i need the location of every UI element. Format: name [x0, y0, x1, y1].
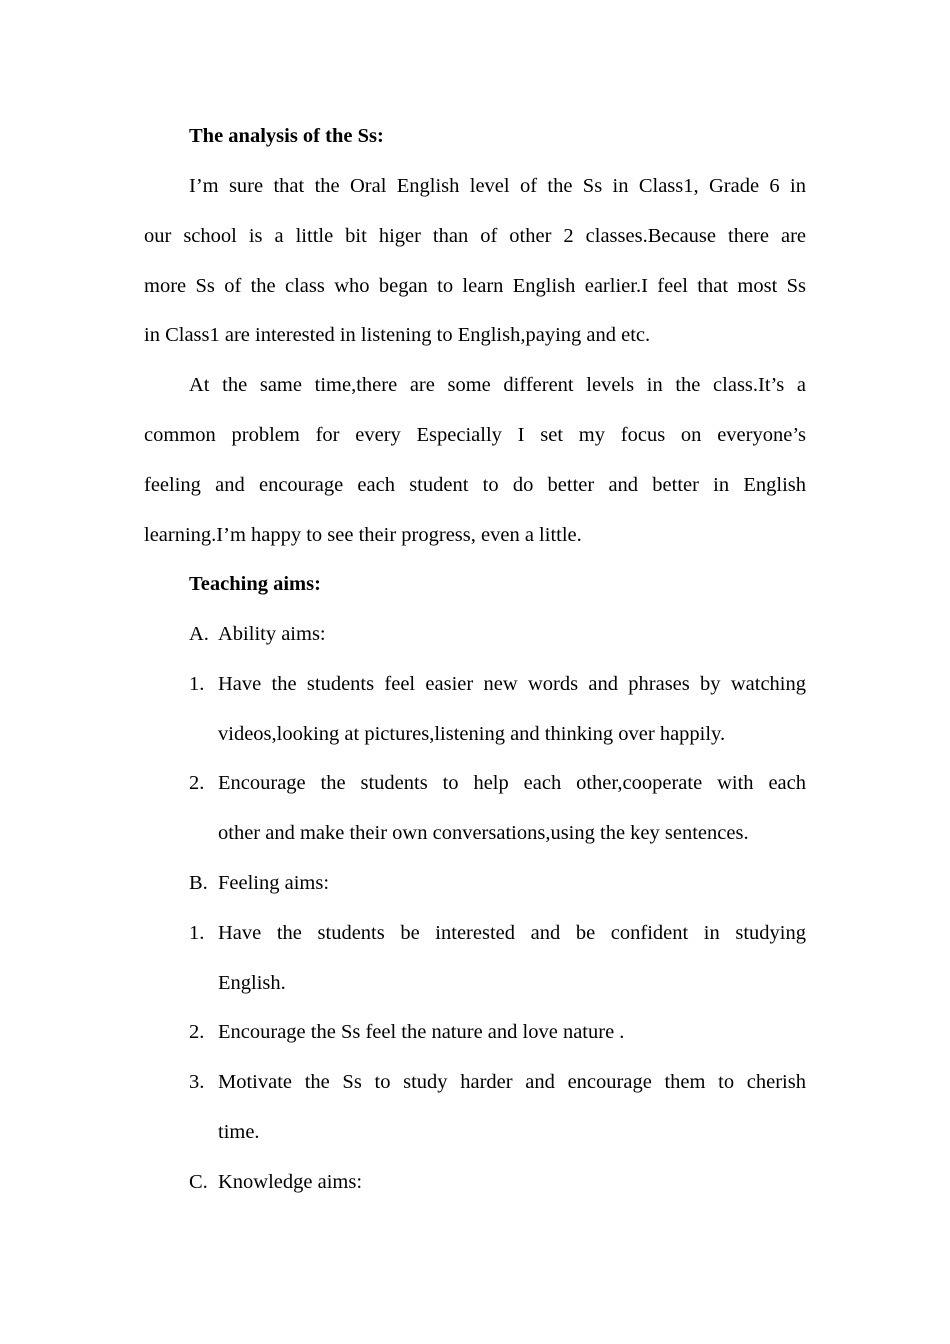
feeling-item-2-marker: 2. — [189, 1021, 205, 1043]
ability-aims-title: Ability aims: — [218, 623, 326, 645]
ability-item-2-marker: 2. — [189, 772, 205, 794]
ability-item-1-line-2: videos,looking at pictures,listening and thinking over happily. — [218, 723, 726, 745]
feeling-item-3-line-2: time. — [218, 1121, 260, 1143]
feeling-item-1-line-1: Have the students be interested and be confident in studying — [218, 922, 806, 944]
feeling-item-3-marker: 3. — [189, 1071, 205, 1093]
knowledge-aims-title: Knowledge aims: — [218, 1171, 363, 1193]
feeling-item-1-marker: 1. — [189, 922, 205, 944]
knowledge-aims-marker: C. — [189, 1171, 208, 1193]
analysis-p2-line-2: common problem for every Especially I set my focus on everyone’s — [144, 424, 806, 446]
analysis-p2-line-1: At the same time,there are some different levels in the class.It’s a — [189, 374, 806, 396]
analysis-p1-line-2: our school is a little bit higer than of other 2 classes.Because there are — [144, 225, 806, 247]
feeling-item-1-line-2: English. — [218, 972, 286, 994]
feeling-aims-marker: B. — [189, 872, 208, 894]
feeling-item-2-line-1: Encourage the Ss feel the nature and love nature . — [218, 1021, 625, 1043]
analysis-p2-line-4: learning.I’m happy to see their progress, even a little. — [144, 524, 582, 546]
analysis-p1-line-3: more Ss of the class who began to learn English earlier.I feel that most Ss — [144, 275, 806, 297]
feeling-item-3-line-1: Motivate the Ss to study harder and encourage them to cherish — [218, 1071, 806, 1093]
analysis-p1-line-4: in Class1 are interested in listening to English,paying and etc. — [144, 324, 651, 346]
ability-item-1-line-1: Have the students feel easier new words and phrases by watching — [218, 673, 806, 695]
analysis-p1-line-1: I’m sure that the Oral English level of the Ss in Class1, Grade 6 in — [189, 175, 806, 197]
ability-item-2-line-1: Encourage the students to help each other,cooperate with each — [218, 772, 806, 794]
teaching-aims-heading: Teaching aims: — [189, 573, 321, 595]
analysis-heading: The analysis of the Ss: — [189, 125, 384, 147]
feeling-aims-title: Feeling aims: — [218, 872, 330, 894]
ability-item-1-marker: 1. — [189, 673, 205, 695]
ability-aims-marker: A. — [189, 623, 209, 645]
ability-item-2-line-2: other and make their own conversations,using the key sentences. — [218, 822, 749, 844]
analysis-p2-line-3: feeling and encourage each student to do better and better in English — [144, 474, 806, 496]
